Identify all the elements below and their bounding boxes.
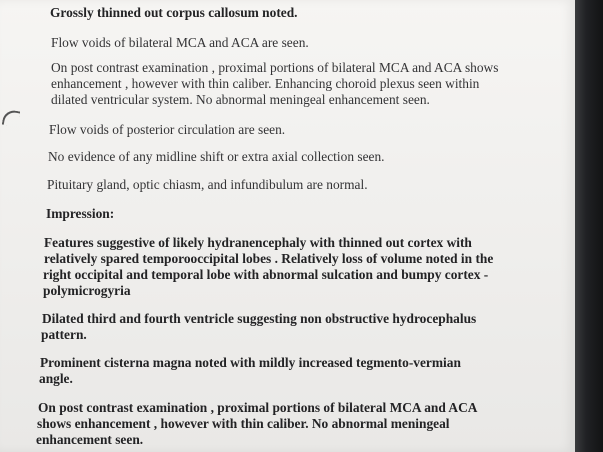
impression-hydrocephalus-line-1: Dilated third and fourth ventricle suggesting non obstructive hydrocephalus <box>42 311 477 326</box>
impression-heading: Impression: <box>46 206 115 221</box>
impression-post-contrast-line-2: shows enhancement , however with thin caliber. No abnormal meningeal <box>37 416 450 431</box>
finding-post-contrast-line-3: dilated ventricular system. No abnormal meningeal enhancement seen. <box>51 92 430 107</box>
impression-hydranencephaly-line-1: Features suggestive of likely hydranencephaly with thinned out cortex with <box>44 235 472 250</box>
page-mark <box>2 109 21 128</box>
dark-binder-edge <box>575 0 603 452</box>
impression-hydranencephaly-line-2: relatively spared temporooccipital lobes . Relatively loss of volume noted in the <box>44 251 494 266</box>
finding-pituitary: Pituitary gland, optic chiasm, and infundibulum are normal. <box>47 177 368 192</box>
impression-post-contrast-line-3: enhancement seen. <box>36 432 144 447</box>
finding-posterior-circulation: Flow voids of posterior circulation are seen. <box>49 122 286 137</box>
finding-midline-shift: No evidence of any midline shift or extra axial collection seen. <box>48 149 385 164</box>
finding-post-contrast-line-2: enhancement , however with thin caliber. Enhancing choroid plexus seen within <box>51 76 480 91</box>
finding-flow-voids-mca-aca: Flow voids of bilateral MCA and ACA are seen. <box>51 35 309 50</box>
impression-cisterna-magna-line-1: Prominent cisterna magna noted with mildly increased tegmento-vermian <box>40 355 461 370</box>
impression-post-contrast-line-1: On post contrast examination , proximal portions of bilateral MCA and ACA <box>38 400 478 415</box>
impression-hydranencephaly-line-4: polymicrogyria <box>43 283 131 298</box>
impression-cisterna-magna-line-2: angle. <box>39 371 73 386</box>
impression-hydranencephaly-line-3: right occipital and temporal lobe with abnormal sulcation and bumpy cortex - <box>43 267 489 282</box>
impression-hydrocephalus-line-2: pattern. <box>41 327 87 342</box>
finding-post-contrast-line-1: On post contrast examination , proximal portions of bilateral MCA and ACA shows <box>51 60 499 75</box>
finding-corpus-callosum: Grossly thinned out corpus callosum noted. <box>50 5 298 20</box>
